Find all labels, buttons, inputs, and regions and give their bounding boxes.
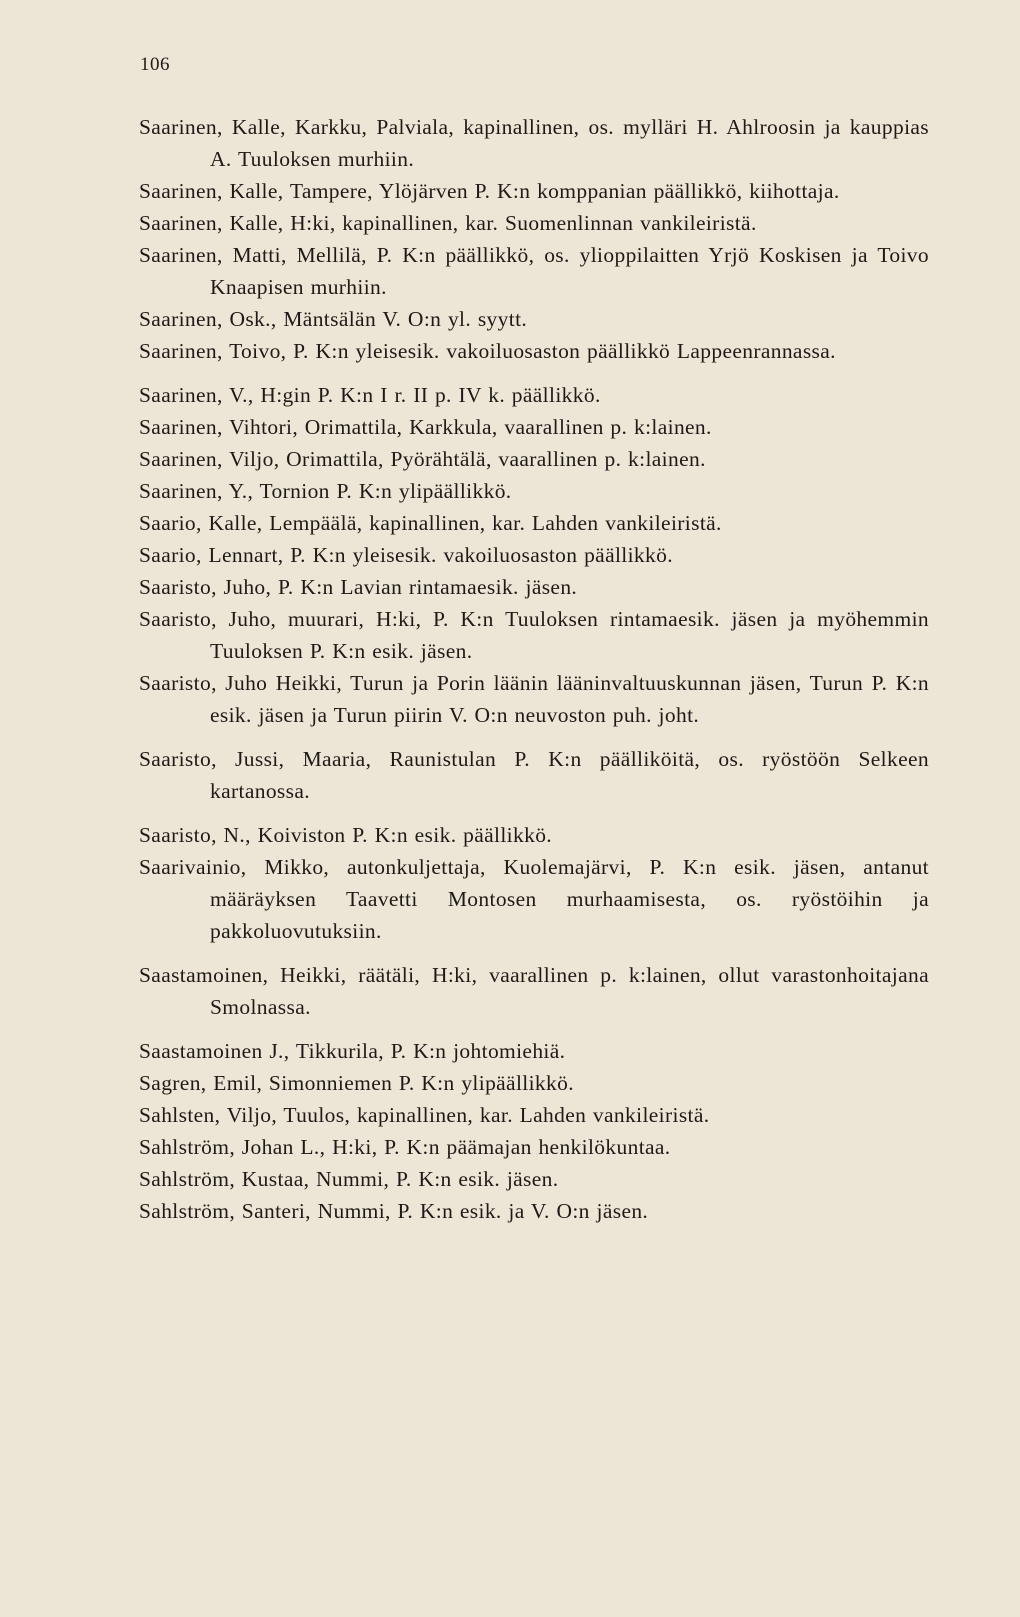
list-item: Saaristo, Juho Heikki, Turun ja Porin läänin lääninvaltuuskunnan jäsen, Turun P. K:n esik. jäsen ja Turun piirin V. O:n neuvoston puh. joht. <box>139 671 929 727</box>
list-item: Sahlström, Johan L., H:ki, P. K:n päämajan henkilökuntaa. <box>139 1135 671 1159</box>
list-item: Saario, Kalle, Lempäälä, kapinallinen, kar. Lahden vankileiristä. <box>139 511 722 535</box>
list-item: Saarinen, Y., Tornion P. K:n ylipäällikkö. <box>139 479 512 503</box>
list-item: Saaristo, Jussi, Maaria, Raunistulan P. K:n päälliköitä, os. ryöstöön Selkeen kartanossa. <box>139 747 929 803</box>
list-item: Sahlström, Kustaa, Nummi, P. K:n esik. jäsen. <box>139 1167 559 1191</box>
list-item: Saarinen, V., H:gin P. K:n I r. II p. IV k. päällikkö. <box>139 383 601 407</box>
list-item: Sahlsten, Viljo, Tuulos, kapinallinen, kar. Lahden vankileiristä. <box>139 1103 710 1127</box>
list-item: Saarinen, Kalle, H:ki, kapinallinen, kar. Suomenlinnan vankileiristä. <box>139 211 757 235</box>
list-item: Saaristo, N., Koiviston P. K:n esik. päällikkö. <box>139 823 553 847</box>
list-item: Saastamoinen J., Tikkurila, P. K:n johtomiehiä. <box>139 1039 566 1063</box>
list-item: Saastamoinen, Heikki, räätäli, H:ki, vaarallinen p. k:lainen, ollut varastonhoitajana Smolnassa. <box>139 963 929 1019</box>
list-item: Sagren, Emil, Simonniemen P. K:n ylipäällikkö. <box>139 1071 574 1095</box>
list-item: Saarinen, Kalle, Karkku, Palviala, kapinallinen, os. mylläri H. Ahlroosin ja kauppias A. Tuuloksen murhiin. <box>139 115 929 171</box>
list-item: Saarinen, Viljo, Orimattila, Pyörähtälä, vaarallinen p. k:lainen. <box>139 447 706 471</box>
list-item: Saaristo, Juho, P. K:n Lavian rintamaesik. jäsen. <box>139 575 578 599</box>
list-item: Saaristo, Juho, muurari, H:ki, P. K:n Tuuloksen rintamaesik. jäsen ja myöhemmin Tuuloksen P. K:n esik. jäsen. <box>139 607 929 663</box>
page-number: 106 <box>140 54 170 75</box>
list-item: Sahlström, Santeri, Nummi, P. K:n esik. ja V. O:n jäsen. <box>139 1199 649 1223</box>
list-item: Saarivainio, Mikko, autonkuljettaja, Kuolemajärvi, P. K:n esik. jäsen, antanut määräyksen Taavetti Montosen murhaamisesta, os. ryöstöihin ja pakkoluovutuksiin. <box>139 855 929 943</box>
list-item: Saarinen, Osk., Mäntsälän V. O:n yl. syytt. <box>139 307 528 331</box>
list-item: Saarinen, Vihtori, Orimattila, Karkkula, vaarallinen p. k:lainen. <box>139 415 712 439</box>
entry-list <box>139 111 929 1227</box>
list-item: Saario, Lennart, P. K:n yleisesik. vakoiluosaston päällikkö. <box>139 543 673 567</box>
list-item: Saarinen, Matti, Mellilä, P. K:n päällikkö, os. ylioppilaitten Yrjö Koskisen ja Toivo Knaapisen murhiin. <box>139 243 929 299</box>
list-item: Saarinen, Toivo, P. K:n yleisesik. vakoiluosaston päällikkö Lappeenrannassa. <box>139 339 836 363</box>
list-item: Saarinen, Kalle, Tampere, Ylöjärven P. K:n komppanian päällikkö, kiihottaja. <box>139 179 840 203</box>
